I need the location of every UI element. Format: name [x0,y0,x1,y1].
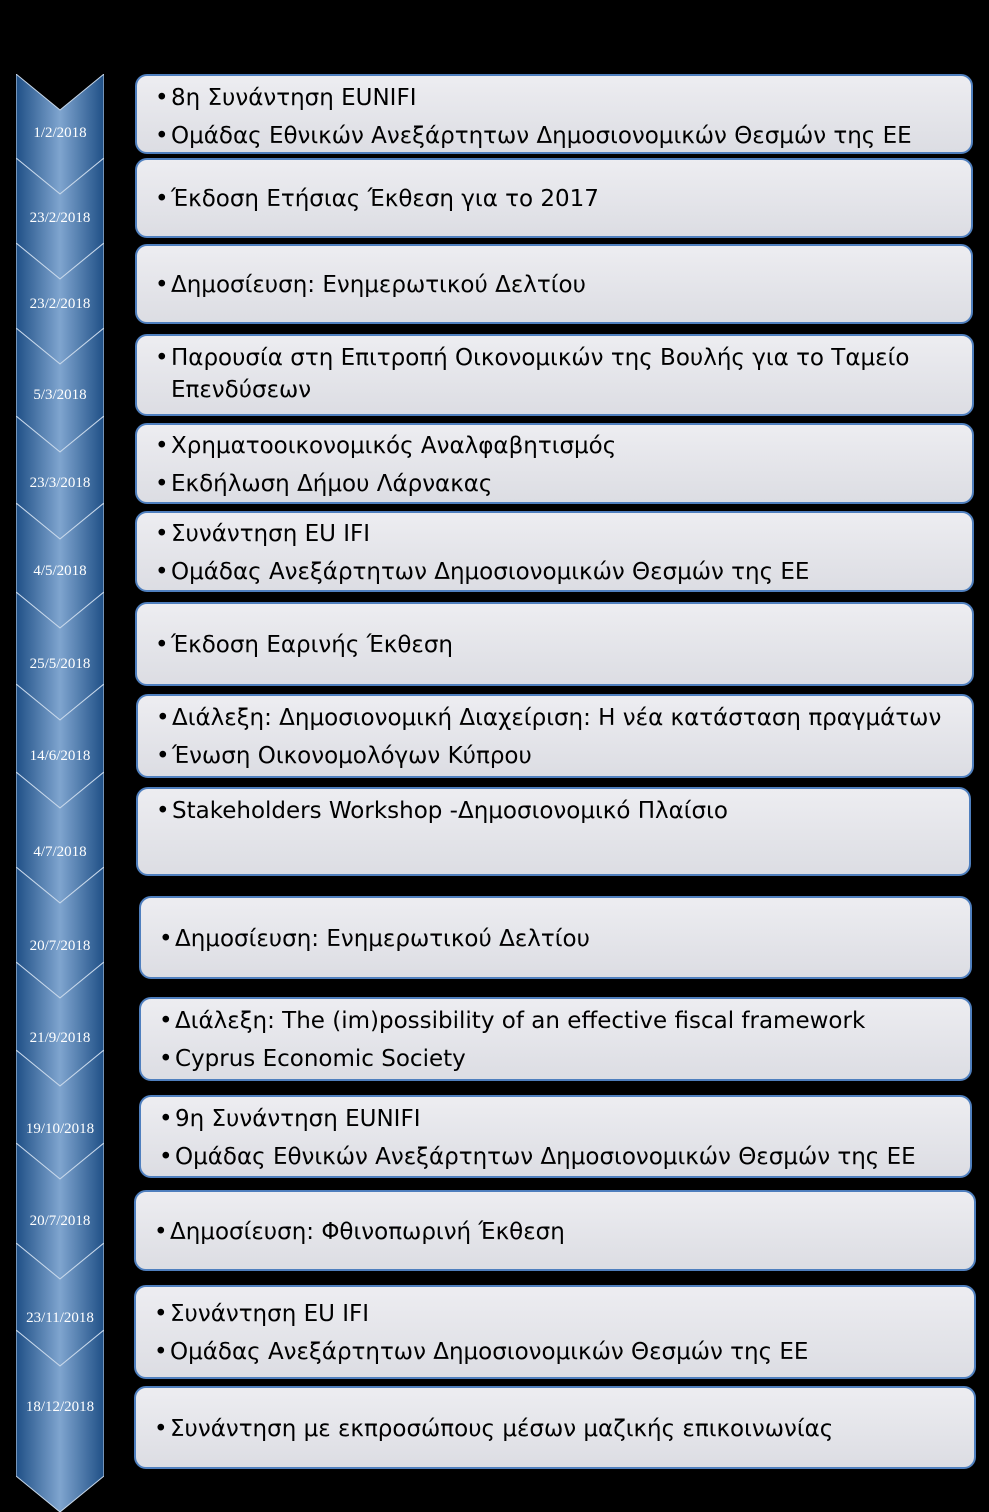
event-item [159,1005,960,1037]
event-item-text: Ομάδας Ανεξάρτητων Δημοσιονομικών Θεσμών της ΕΕ [171,558,810,585]
event-item-text: Δημοσίευση: Φθινοπωρινή Έκθεση [170,1218,565,1245]
bullet-dot-icon: • [155,432,169,459]
event-item-text: Ομάδας Εθνικών Ανεξάρτητων Δημοσιονομικών Θεσμών της ΕΕ [175,1143,916,1170]
event-item [155,120,961,152]
event-box [136,787,971,876]
bullet-dot-icon: • [155,345,169,371]
event-item-text: Συνάντηση EU IFI [170,1301,370,1327]
event-date: 20/7/2018 [29,938,91,954]
event-box [136,694,974,778]
event-item-text: Stakeholders Workshop -Δημοσιονομικό Πλαίσιο [172,798,728,824]
bullet-dot-icon: • [155,632,169,658]
bullet-dot-icon: • [154,1301,168,1327]
event-date: 1/2/2018 [33,125,87,141]
event-item [154,1336,964,1368]
event-item [155,430,962,462]
event-item [155,556,962,588]
event-item-text: Δημοσίευση: Ενημερωτικού Δελτίου [171,272,586,298]
event-box [135,334,974,416]
event-item [159,923,960,955]
event-item-text: Ομάδας Ανεξάρτητων Δημοσιονομικών Θεσμών της ΕΕ [170,1339,809,1365]
event-item-text: Δημοσίευση: Ενημερωτικού Δελτίου [175,925,590,952]
bullet-dot-icon: • [154,1218,168,1245]
event-item [159,1103,960,1135]
event-item [156,702,962,734]
event-date: 4/7/2018 [33,844,87,860]
event-item [154,1298,964,1330]
event-date: 5/3/2018 [33,387,87,403]
event-date: 21/9/2018 [29,1030,91,1046]
event-box [139,1095,972,1178]
event-item [154,1413,964,1445]
event-item-text: Cyprus Economic Society [175,1046,466,1072]
bullet-dot-icon: • [159,1046,173,1072]
event-item-text: Παρουσία στη Επιτροπή Οικονομικών της Βουλής για το Ταμείο Επενδύσεων [171,345,910,403]
bullet-dot-icon: • [156,743,170,769]
event-item-text: 9η Συνάντηση EUNIFI [175,1105,421,1132]
bullet-dot-icon: • [155,558,169,585]
bullet-dot-icon: • [155,186,169,212]
event-item-text: Συνάντηση με εκπροσώπους μέσων μαζικής επικοινωνίας [170,1415,834,1442]
bullet-dot-icon: • [156,798,170,824]
event-item [155,269,961,301]
event-item [156,740,962,772]
bullet-dot-icon: • [154,1339,168,1365]
event-item-text: Εκδήλωση Δήμου Λάρνακας [171,470,493,497]
event-item [155,518,962,550]
event-date: 19/10/2018 [25,1121,95,1137]
bullet-dot-icon: • [159,1105,173,1132]
event-box [135,158,973,238]
event-date: 23/2/2018 [29,210,91,226]
event-item [154,1216,964,1248]
bullet-dot-icon: • [155,272,169,298]
event-item-text: Ένωση Οικονομολόγων Κύπρου [172,743,532,769]
event-box [134,1190,976,1271]
bullet-dot-icon: • [155,520,169,547]
event-date: 23/3/2018 [29,475,91,491]
event-item [155,342,962,406]
event-box [135,511,974,592]
event-box [134,1285,976,1379]
bullet-dot-icon: • [159,925,173,952]
event-date: 23/11/2018 [26,1310,94,1326]
event-date: 18/12/2018 [25,1399,95,1415]
event-box [135,74,973,154]
event-box [135,602,974,686]
event-box [135,244,973,324]
event-date: 14/6/2018 [29,748,91,764]
event-item-text: Διάλεξη: Δημοσιονομική Διαχείριση: Η νέα κατάσταση πραγμάτων [172,705,942,731]
bullet-dot-icon: • [155,85,169,111]
event-date: 4/5/2018 [33,563,87,579]
event-item [155,629,962,661]
bullet-dot-icon: • [154,1415,168,1442]
event-item [155,183,961,215]
event-box [135,423,974,504]
event-box [139,896,972,979]
event-item [159,1141,960,1173]
event-item-text: Έκδοση Εαρινής Έκθεση [171,632,454,658]
bullet-dot-icon: • [156,705,170,731]
event-item-text: 8η Συνάντηση EUNIFI [171,85,417,111]
bullet-dot-icon: • [155,123,169,149]
event-item [159,1043,960,1075]
event-box [134,1386,976,1469]
event-date: 23/2/2018 [29,296,91,312]
bullet-dot-icon: • [159,1143,173,1170]
chevron-marker [16,1330,104,1512]
event-item [155,82,961,114]
event-item-text: Συνάντηση EU IFI [171,520,371,547]
chevron-shape [16,1330,104,1512]
event-date: 25/5/2018 [29,656,91,672]
event-item-text: Ομάδας Εθνικών Ανεξάρτητων Δημοσιονομικών Θεσμών της ΕΕ [171,123,912,149]
event-box [139,997,972,1081]
event-date: 20/7/2018 [29,1213,91,1229]
bullet-dot-icon: • [159,1008,173,1034]
event-item-text: Έκδοση Ετήσιας Έκθεση για το 2017 [171,186,599,212]
bullet-dot-icon: • [155,470,169,497]
event-item [155,468,962,500]
event-item-text: Χρηματοοικονομικός Αναλφαβητισμός [171,432,617,459]
event-item-text: Διάλεξη: The (im)possibility of an effective fiscal framework [175,1008,866,1034]
event-item [156,795,959,827]
chevron-path [16,1330,104,1512]
